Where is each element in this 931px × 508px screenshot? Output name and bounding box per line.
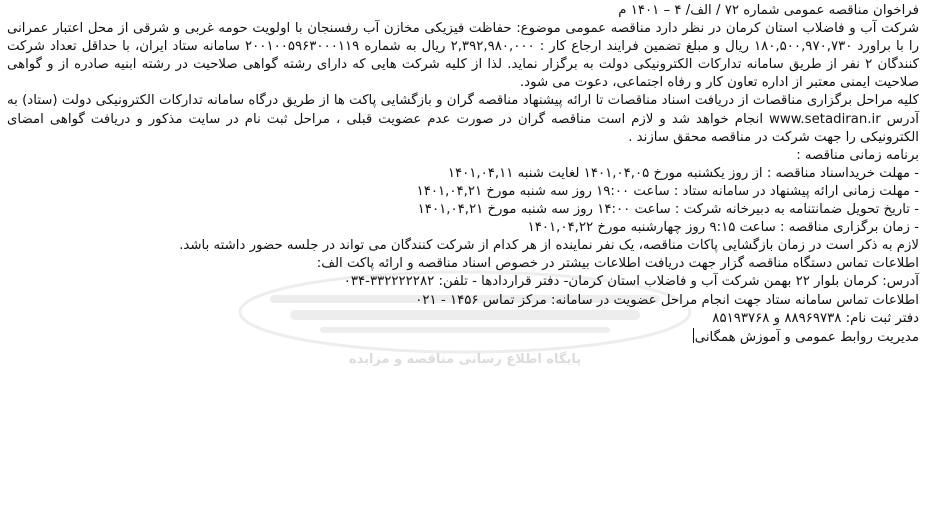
signature-text: مدیریت روابط عمومی و آموزش همگانی	[694, 329, 919, 345]
schedule-item-tender-session: - زمان برگزاری مناقصه : ساعت ۹:۱۵ روز چهارشنبه مورخ ۱۴۰۱,۰۴,۲۲	[527, 220, 919, 236]
registration-office: دفتر ثبت نام: ۸۸۹۶۹۷۳۸ و ۸۵۱۹۳۷۶۸	[712, 310, 919, 326]
notice-body	[7, 2, 919, 347]
watermark-caption: پایگاه اطلاع رسانی مناقصه و مزایده	[348, 352, 582, 367]
schedule-item-purchase: - مهلت خریداسناد مناقصه : از روز یکشنبه مورخ ۱۴۰۱,۰۴,۰۵ لغایت شنبه ۱۴۰۱,۰۴,۱۱	[447, 165, 919, 181]
contact-address: آدرس: کرمان بلوار ۲۲ بهمن شرکت آب و فاضلاب استان کرمان- دفتر قراردادها - تلفن: ۳۳۲۲۲۲۲۸۲-۰۳۴	[343, 274, 919, 290]
schedule-item-bid-deadline: - مهلت زمانی ارائه پیشنهاد در سامانه ستاد : ساعت ۱۹:۰۰ روز سه شنبه مورخ ۱۴۰۱,۰۴,۲۱	[416, 183, 919, 199]
process-text-after: انجام خواهد شد و لازم است مناقصه گران در صورت عدم عضویت قبلی ، مراحل ثبت نام در سایت مذکور و دریافت گواهی امضای الکترونیکی را جهت شرکت در مناقصه محقق سازند .	[7, 111, 919, 145]
notice-process	[7, 92, 919, 146]
signature-line	[7, 328, 919, 347]
schedule-heading: برنامه زمانی مناقصه :	[796, 147, 919, 163]
process-text-before: کلیه مراحل برگزاری مناقصات از دریافت اسناد مناقصات تا ارائه پیشنهاد مناقصه گران و بازگشایی پاکت ها از طریق درگاه سامانه تدارکات الکترونیکی دولت (ستاد) به آدرس	[7, 93, 919, 127]
notice-intro: شرکت آب و فاضلاب استان کرمان در نظر دارد مناقصه عمومی موضوع: حفاظت فیزیکی مخازن آب رفسنجان با اولویت حومه غربی و شرقی از محل اعتبار عمرانی را با براورد ۱۸۰,۵۰۰,۹۷۰,۷۳۰ ریال و مبلغ تضمین فرایند ارجاع کار : ۲,۳۹۲,۹۸۰,۰۰۰ ریال به شماره ۲۰۰۱۰۰۵۹۶۳۰۰۰۱۱۹ سامانه ستاد ایران، با حداقل تعداد شرکت کنندگان ۲ نفر از طریق سامانه تدارکات الکترونیکی دولت به برگزار نماید. لذا از کلیه شرکت هایی که دارای رشته گواهی صلاحیت در رشته ابنیه صادره از و گواهی صلاحیت ایمنی معتبر از اداره تعاون کار و رفاه اجتماعی، دعوت می شود.	[7, 21, 919, 91]
notice-title: فراخوان مناقصه عمومی شماره ۷۲ / الف/ ۴ – ۱۴۰۱ م	[618, 3, 919, 18]
schedule-item-guarantee-delivery: - تاریخ تحویل ضمانتنامه به دبیرخانه شرکت : ساعت ۱۴:۰۰ روز سه شنبه مورخ ۱۴۰۱,۰۴,۲۱	[417, 202, 919, 218]
setad-website-link[interactable]: www.setadiran.ir	[769, 111, 881, 127]
text-cursor	[693, 328, 694, 343]
opening-note: لازم به ذکر است در زمان بازگشایی پاکات مناقصه، یک نفر نماینده از هر کدام از شرکت کنندگان می تواند در جلسه حضور داشته باشد.	[179, 238, 919, 254]
contact-heading: اطلاعات تماس دستگاه مناقصه گزار جهت دریافت اطلاعات بیشتر در خصوص اسناد مناقصه و ارائه پاکت الف:	[316, 256, 919, 272]
setad-contact: اطلاعات تماس سامانه ستاد جهت انجام مراحل عضویت در سامانه: مرکز تماس ۱۴۵۶ - ۰۲۱	[415, 292, 919, 308]
